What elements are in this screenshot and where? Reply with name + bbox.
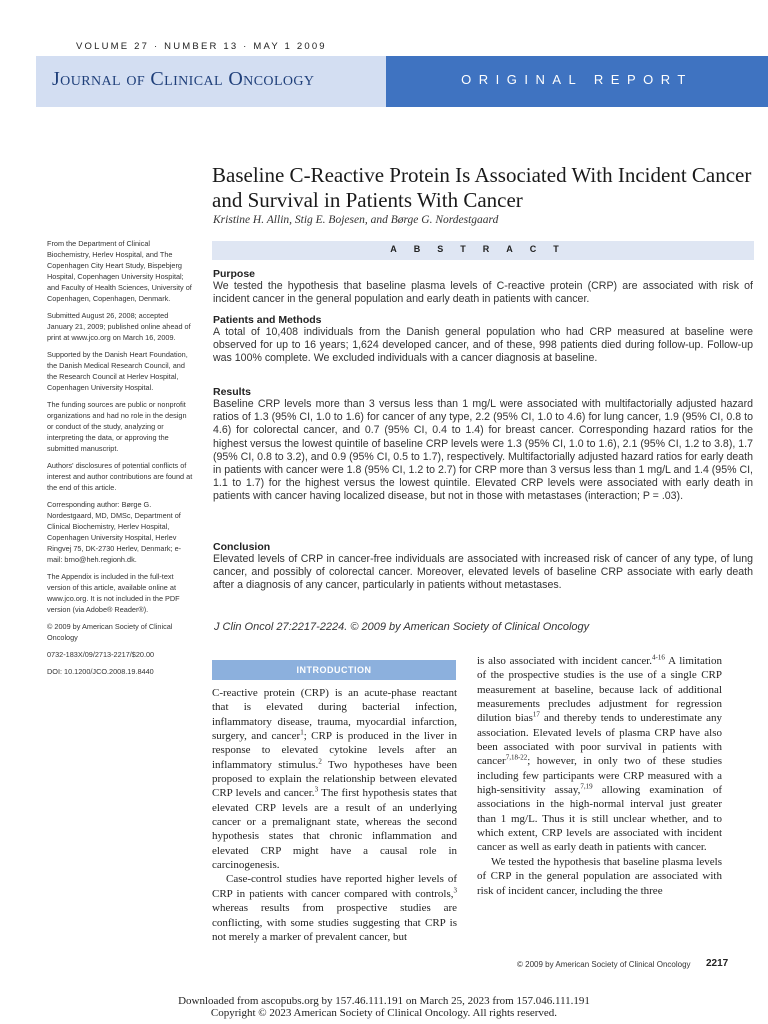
page-number: 2217 xyxy=(706,958,729,969)
volume-line: VOLUME 27 · NUMBER 13 · MAY 1 2009 xyxy=(76,41,327,52)
disclosure-note: Authors' disclosures of potential conflicts of interest and author contributions are found at the end of this article. xyxy=(47,461,193,492)
journal-title: Journal of Clinical Oncology xyxy=(52,68,315,90)
issn-note: 0732-183X/09/2713-2217/$20.00 xyxy=(47,650,155,659)
download-notice: Downloaded from ascopubs.org by 157.46.111.191 on March 25, 2023 from 157.046.111.191 xyxy=(178,995,590,1007)
abstract-label: ABSTRACT xyxy=(390,244,576,254)
article-title: Baseline C-Reactive Protein Is Associated With Incident Cancer and Survival in Patients With Cancer xyxy=(212,163,752,212)
conclusion-text: Elevated levels of CRP in cancer-free individuals are associated with increased risk of cancer of any type, of lung cancer, and possibly of colorectal cancer. Moreover, elevated levels of baseline CRP associate with early death after a diagnosis of any cancer, particularly in patients without metastases. xyxy=(213,553,753,592)
intro-paragraph: is also associated with incident cancer.$^{4-16}$ A limitation of the prospective studies is the use of a single CRP measurement at baseline, because lack of additional measurements precludes adjustment for regression dilution bias$^{17}$ and thereby tends to underestimate any association. Elevated levels of plasma CRP have also been associated with poor survival in patients with cancer$^{7,18-22}$; however, in only two of these studies including few participants were CRP measured with a high-sensitivity assay,$^{7,19}$ allowing examination of associations in the high-normal interval just greater than 1 mg/L. Thus it is still unclear whether, and to which extent, CRP levels are associated with incident cancer as well as early death in patients with cancer. xyxy=(477,653,723,854)
author-list: Kristine H. Allin, Stig E. Bojesen, and Børge G. Nordestgaard xyxy=(213,214,499,226)
support-note: Supported by the Danish Heart Foundation, the Danish Medical Research Council, and the Research Council at Herlev Hospital, Copenhagen University Hospital. xyxy=(47,350,188,392)
introduction-heading: INTRODUCTION xyxy=(296,665,372,675)
results-text: Baseline CRP levels more than 3 versus less than 1 mg/L were associated with multifactorially adjusted hazard ratios of 1.3 (95% CI, 1.0 to 1.6) for cancer of any type, 2.2 (95% CI, 1.0 to 4.6) for lung cancer, 1.9 (95% CI, 0.8 to 4.6) for colorectal cancer, and 0.7 (95% CI, 0.4 to 1.4) for breast cancer. Corresponding hazard ratios for the highest versus the lowest quintile of baseline CRP levels were 1.3 (95% CI, 1.0 to 1.6), 2.1 (95% CI, 1.2 to 3.8), 1.7 (95% CI, 0.8 to 3.2), and 0.9 (95% CI, 0.5 to 1.7), respectively. Multifactorially adjusted hazard ratios for early death in patients with cancer were 1.8 (95% CI, 1.2 to 2.7) for CRP more than 3 versus less than 1 mg/L and 1.4 (95% CI, 1.1 to 1.7) for the highest versus the lowest quintile. Elevated CRP levels were associated with early death in patients with cancer having localized disease, but not in those with metastases (interaction; P = .03). xyxy=(213,398,753,503)
purpose-heading: Purpose xyxy=(213,268,256,280)
results-heading: Results xyxy=(213,386,251,398)
copyright-notice: Copyright © 2023 American Society of Clinical Oncology. All rights reserved. xyxy=(210,1007,558,1019)
intro-paragraph: We tested the hypothesis that baseline plasma levels of CRP in the general population are associated with risk of incident cancer, including the three xyxy=(477,855,722,897)
methods-text: A total of 10,408 individuals from the Danish general population who had CRP measured at baseline were observed for up to 16 years; 1,624 developed cancer, and of these, 998 patients died during follow-up. Follow-up was 100% complete. We excluded individuals with a cancer diagnosis at baseline. xyxy=(213,326,753,365)
sidebar-notes xyxy=(47,238,195,683)
citation-line: J Clin Oncol 27:2217-2224. © 2009 by American Society of Clinical Oncology xyxy=(214,621,590,633)
funding-note: The funding sources are public or nonprofit organizations and had no role in the design or conduct of the study, analyzing or interpreting the data, or approving the submitted manuscript. xyxy=(47,400,187,453)
body-column-right xyxy=(477,654,722,898)
footer-copyright: © 2009 by American Society of Clinical Oncology xyxy=(517,960,691,969)
methods-heading: Patients and Methods xyxy=(213,314,322,326)
affiliation-note: From the Department of Clinical Biochemistry, Herlev Hospital, and The Copenhagen City Heart Study, Bispebjerg Hospital, Copenhagen University Hospital; and Faculty of Health Sciences, University of Copenhagen, Copenhagen, Denmark. xyxy=(47,239,192,303)
intro-paragraph: C-reactive protein (CRP) is an acute-phase reactant that is elevated during bacterial infection, inflammatory disease, trauma, myocardial infarction, surgery, and cancer$^1$; CRP is produced in the liver in response to elevated cytokine levels after an inflammatory stimulus.$^2$ Two hypotheses have been proposed to explain the relationship between elevated CRP levels and cancer.$^3$ The first hypothesis states that elevated CRP levels are a result of an underlying cancer or a premalignant state, whereas the second hypothesis states that chronic inflammation and elevated CRP might have a causal role in carcinogenesis. xyxy=(212,687,457,872)
conclusion-heading: Conclusion xyxy=(213,541,271,553)
doi-note: DOI: 10.1200/JCO.2008.19.8440 xyxy=(47,667,154,676)
submission-note: Submitted August 26, 2008; accepted January 21, 2009; published online ahead of print at www.jco.org on March 16, 2009. xyxy=(47,311,191,342)
appendix-note: The Appendix is included in the full-text version of this article, available online at www.jco.org. It is not included in the PDF version (via Adobe® Reader®). xyxy=(47,572,180,614)
copyright-note: © 2009 by American Society of Clinical Oncology xyxy=(47,622,173,642)
corresponding-author-note: Corresponding author: Børge G. Nordestgaard, MD, DMSc, Department of Clinical Biochemistry, Herlev Hospital, Copenhagen University Hospital, Herlev Ringvej 75, DK-2730 Herlev, Denmark; e-mail: brno@heh.regionh.dk. xyxy=(47,500,182,564)
purpose-text: We tested the hypothesis that baseline plasma levels of C-reactive protein (CRP) are associated with risk of incident cancer in the general population and early death in patients with cancer. xyxy=(213,280,753,306)
body-column-left xyxy=(212,686,457,944)
report-type-label: ORIGINAL REPORT xyxy=(461,72,693,87)
intro-paragraph: Case-control studies have reported higher levels of CRP in patients with cancer compared with controls,$^3$ whereas results from prospective studies are conflicting, with some studies suggesting that CRP is not merely a marker of prevalent cancer, but xyxy=(212,873,457,943)
